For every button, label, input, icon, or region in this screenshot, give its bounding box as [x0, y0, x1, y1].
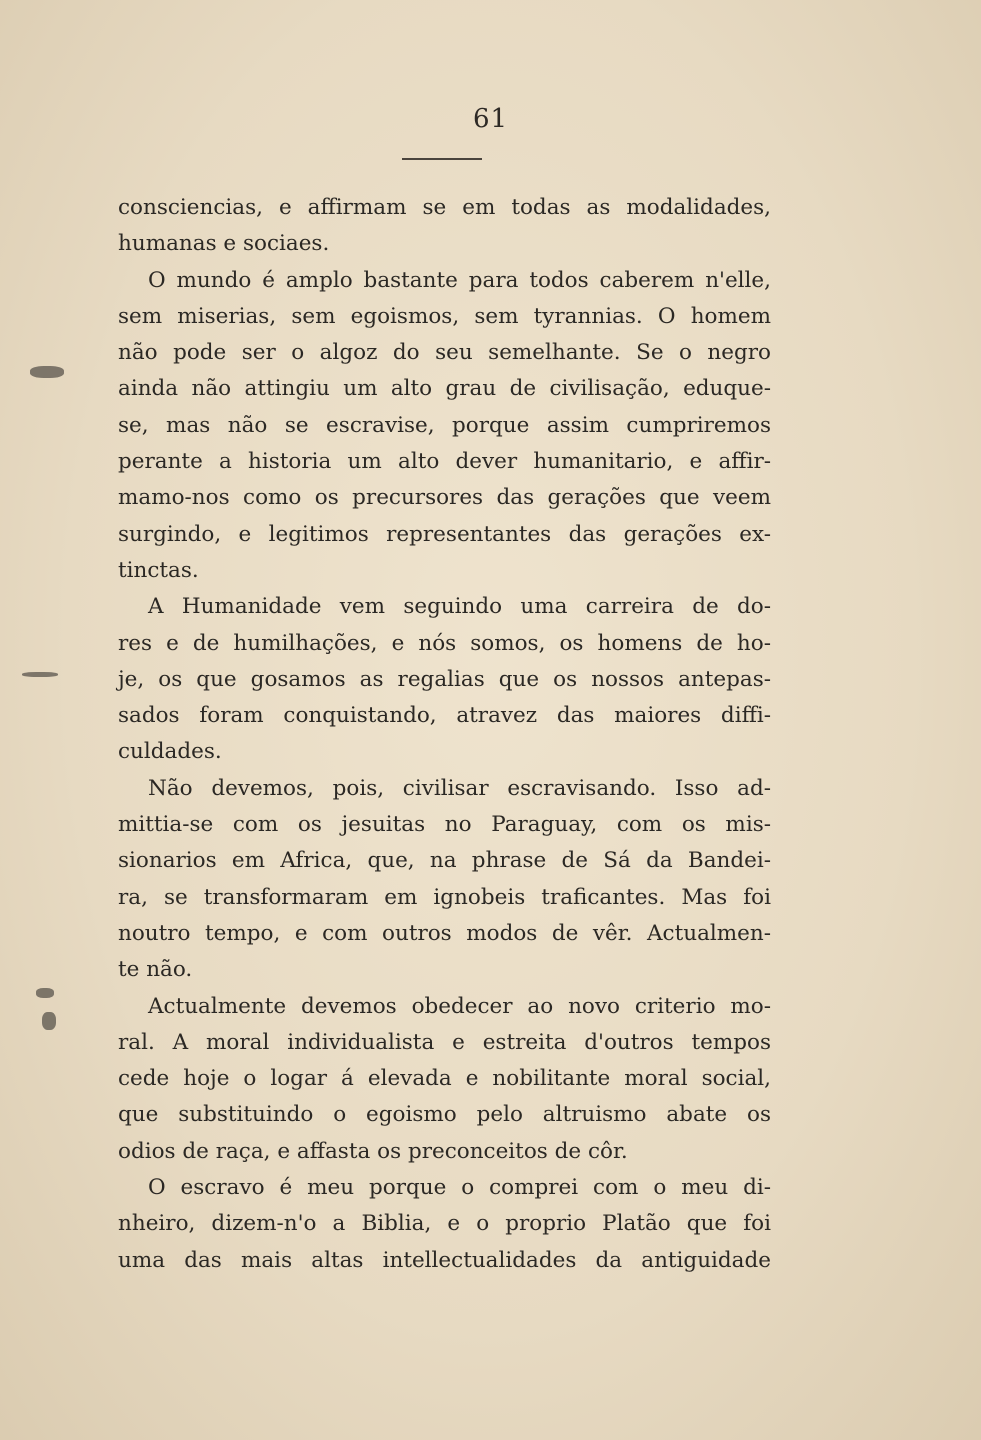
- text-line: noutro tempo, e com outros modos de vêr. Actualmen-: [118, 920, 771, 946]
- text-line: je, os que gosamos as regalias que os nossos antepas-: [118, 666, 771, 692]
- text-line: ainda não attingiu um alto grau de civilisação, eduque-: [118, 376, 771, 402]
- text-line: se, mas não se escravise, porque assim cumpriremos: [118, 412, 771, 438]
- text-line: não pode ser o algoz do seu semelhante. Se o negro: [118, 340, 771, 366]
- margin-stain: [42, 1012, 56, 1030]
- text-line: sem miserias, sem egoismos, sem tyrannias. O homem: [118, 303, 771, 329]
- text-line: perante a historia um alto dever humanitario, e affir-: [118, 449, 771, 475]
- text-line: consciencias, e affirmam se em todas as modalidades,: [118, 195, 771, 220]
- text-line: ra, se transformaram em ignobeis traficantes. Mas foi: [118, 884, 771, 910]
- header-rule: [402, 158, 482, 160]
- text-line: humanas e sociaes.: [118, 231, 330, 257]
- text-line: sionarios em Africa, que, na phrase de Sá da Bandei-: [118, 848, 771, 874]
- text-line: te não.: [118, 957, 193, 983]
- page-number: 61: [472, 104, 509, 134]
- body-text: [118, 190, 771, 1279]
- text-line: cede hoje o logar á elevada e nobilitante moral social,: [118, 1066, 771, 1092]
- text-line: ral. A moral individualista e estreita d'outros tempos: [118, 1029, 771, 1055]
- text-line: que substituindo o egoismo pelo altruismo abate os: [118, 1102, 771, 1128]
- text-line: Não devemos, pois, civilisar escravisando. Isso ad-: [148, 775, 771, 801]
- text-line: mittia-se com os jesuitas no Paraguay, com os mis-: [118, 812, 771, 838]
- margin-stain: [30, 366, 64, 378]
- margin-stain: [36, 988, 54, 998]
- margin-stain: [22, 672, 58, 677]
- text-line: Actualmente devemos obedecer ao novo criterio mo-: [148, 993, 771, 1019]
- text-line: nheiro, dizem-n'o a Biblia, e o proprio Platão que foi: [118, 1211, 771, 1237]
- text-line: culdades.: [118, 739, 222, 765]
- text-line: mamo-nos como os precursores das gerações que veem: [118, 485, 771, 511]
- text-line: O mundo é amplo bastante para todos caberem n'elle,: [148, 267, 771, 293]
- text-line: tinctas.: [118, 557, 199, 583]
- text-line: O escravo é meu porque o comprei com o meu di-: [148, 1175, 771, 1201]
- text-line: odios de raça, e affasta os preconceitos de côr.: [118, 1138, 628, 1164]
- text-line: surgindo, e legitimos representantes das gerações ex-: [118, 521, 771, 547]
- text-line: sados foram conquistando, atravez das maiores diffi-: [118, 703, 771, 729]
- text-line: uma das mais altas intellectualidades da antiguidade: [118, 1247, 771, 1273]
- text-line: A Humanidade vem seguindo uma carreira de do-: [148, 594, 771, 620]
- text-line: res e de humilhações, e nós somos, os homens de ho-: [118, 630, 771, 656]
